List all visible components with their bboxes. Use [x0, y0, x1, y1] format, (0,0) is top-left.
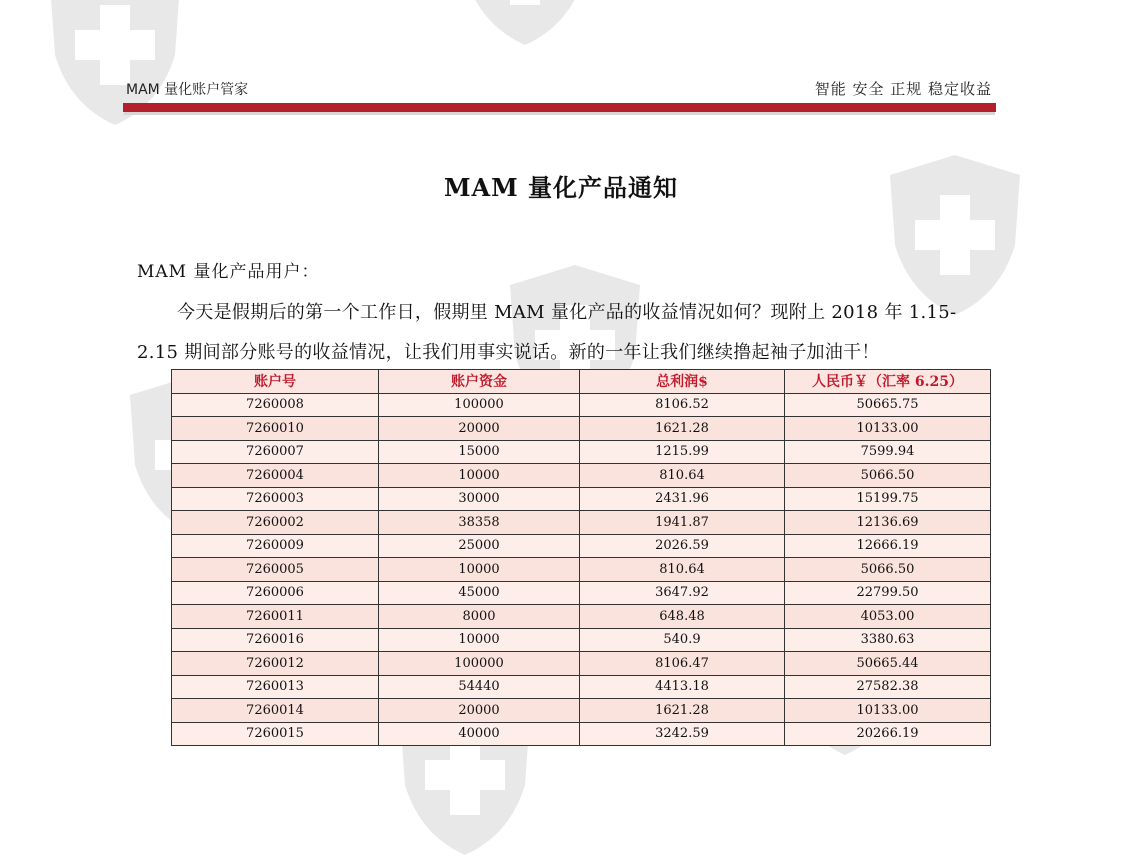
funds-cell: 38358 [379, 511, 580, 535]
table-row [172, 417, 991, 441]
profit-usd-cell: 540.9 [580, 628, 785, 652]
table-row [172, 511, 991, 535]
table-row [172, 558, 991, 582]
profit-usd-cell: 1621.28 [580, 699, 785, 723]
table-header-row [172, 370, 991, 394]
profit-rmb-cell: 50665.44 [785, 652, 991, 676]
profit-rmb-cell: 10133.00 [785, 417, 991, 441]
account-cell: 7260003 [172, 487, 379, 511]
profit-usd-cell: 810.64 [580, 464, 785, 488]
profit-usd-cell: 1215.99 [580, 440, 785, 464]
header-divider [123, 103, 996, 112]
profit-rmb-cell: 27582.38 [785, 675, 991, 699]
account-cell: 7260009 [172, 534, 379, 558]
body-paragraph: 今天是假期后的第一个工作日，假期里 MAM 量化产品的收益情况如何？现附上 2018 年 1.15-2.15 期间部分账号的收益情况，让我们用事实说话。新的一年让我们继续撸起袖子加油干！ [137, 302, 957, 363]
funds-cell: 10000 [379, 464, 580, 488]
account-cell: 7260016 [172, 628, 379, 652]
funds-cell: 100000 [379, 393, 580, 417]
table-row [172, 487, 991, 511]
table-row [172, 675, 991, 699]
funds-cell: 25000 [379, 534, 580, 558]
account-cell: 7260004 [172, 464, 379, 488]
account-cell: 7260002 [172, 511, 379, 535]
funds-cell: 100000 [379, 652, 580, 676]
funds-cell: 20000 [379, 417, 580, 441]
table-row [172, 464, 991, 488]
profit-usd-cell: 4413.18 [580, 675, 785, 699]
shield-cross-icon [450, 0, 600, 50]
table-row [172, 605, 991, 629]
header-brand: MAM 量化账户管家 [126, 82, 249, 98]
salutation: MAM 量化产品用户： [137, 262, 320, 282]
profit-rmb-cell: 15199.75 [785, 487, 991, 511]
funds-cell: 45000 [379, 581, 580, 605]
table-row [172, 534, 991, 558]
profit-usd-cell: 3647.92 [580, 581, 785, 605]
account-cell: 7260008 [172, 393, 379, 417]
profit-usd-cell: 8106.52 [580, 393, 785, 417]
profit-rmb-cell: 5066.50 [785, 464, 991, 488]
column-header-account: 账户号 [172, 370, 379, 394]
account-cell: 7260015 [172, 722, 379, 746]
table-row [172, 628, 991, 652]
column-header-profit-rmb: 人民币￥（汇率 6.25） [785, 370, 991, 394]
funds-cell: 30000 [379, 487, 580, 511]
profit-rmb-cell: 12666.19 [785, 534, 991, 558]
funds-cell: 15000 [379, 440, 580, 464]
column-header-funds: 账户资金 [379, 370, 580, 394]
table-row [172, 699, 991, 723]
profit-rmb-cell: 22799.50 [785, 581, 991, 605]
table-row [172, 581, 991, 605]
profit-usd-cell: 1941.87 [580, 511, 785, 535]
account-cell: 7260012 [172, 652, 379, 676]
account-cell: 7260014 [172, 699, 379, 723]
header-tagline: 智能 安全 正规 稳定收益 [814, 80, 992, 98]
funds-cell: 8000 [379, 605, 580, 629]
profit-rmb-cell: 4053.00 [785, 605, 991, 629]
funds-cell: 10000 [379, 558, 580, 582]
funds-cell: 10000 [379, 628, 580, 652]
column-header-profit-usd: 总利润$ [580, 370, 785, 394]
profit-usd-cell: 3242.59 [580, 722, 785, 746]
profit-usd-cell: 8106.47 [580, 652, 785, 676]
table-row [172, 440, 991, 464]
profit-usd-cell: 648.48 [580, 605, 785, 629]
account-cell: 7260005 [172, 558, 379, 582]
profit-rmb-cell: 10133.00 [785, 699, 991, 723]
profit-usd-cell: 810.64 [580, 558, 785, 582]
account-cell: 7260011 [172, 605, 379, 629]
profit-rmb-cell: 7599.94 [785, 440, 991, 464]
profit-usd-cell: 1621.28 [580, 417, 785, 441]
funds-cell: 20000 [379, 699, 580, 723]
account-cell: 7260006 [172, 581, 379, 605]
account-cell: 7260013 [172, 675, 379, 699]
table-row [172, 722, 991, 746]
funds-cell: 54440 [379, 675, 580, 699]
earnings-table [171, 369, 991, 746]
account-cell: 7260010 [172, 417, 379, 441]
profit-usd-cell: 2026.59 [580, 534, 785, 558]
profit-rmb-cell: 20266.19 [785, 722, 991, 746]
profit-rmb-cell: 5066.50 [785, 558, 991, 582]
table-row [172, 393, 991, 417]
profit-rmb-cell: 12136.69 [785, 511, 991, 535]
page-title: MAM 量化产品通知 [443, 173, 679, 202]
profit-rmb-cell: 50665.75 [785, 393, 991, 417]
account-cell: 7260007 [172, 440, 379, 464]
table-row [172, 652, 991, 676]
funds-cell: 40000 [379, 722, 580, 746]
profit-usd-cell: 2431.96 [580, 487, 785, 511]
profit-rmb-cell: 3380.63 [785, 628, 991, 652]
